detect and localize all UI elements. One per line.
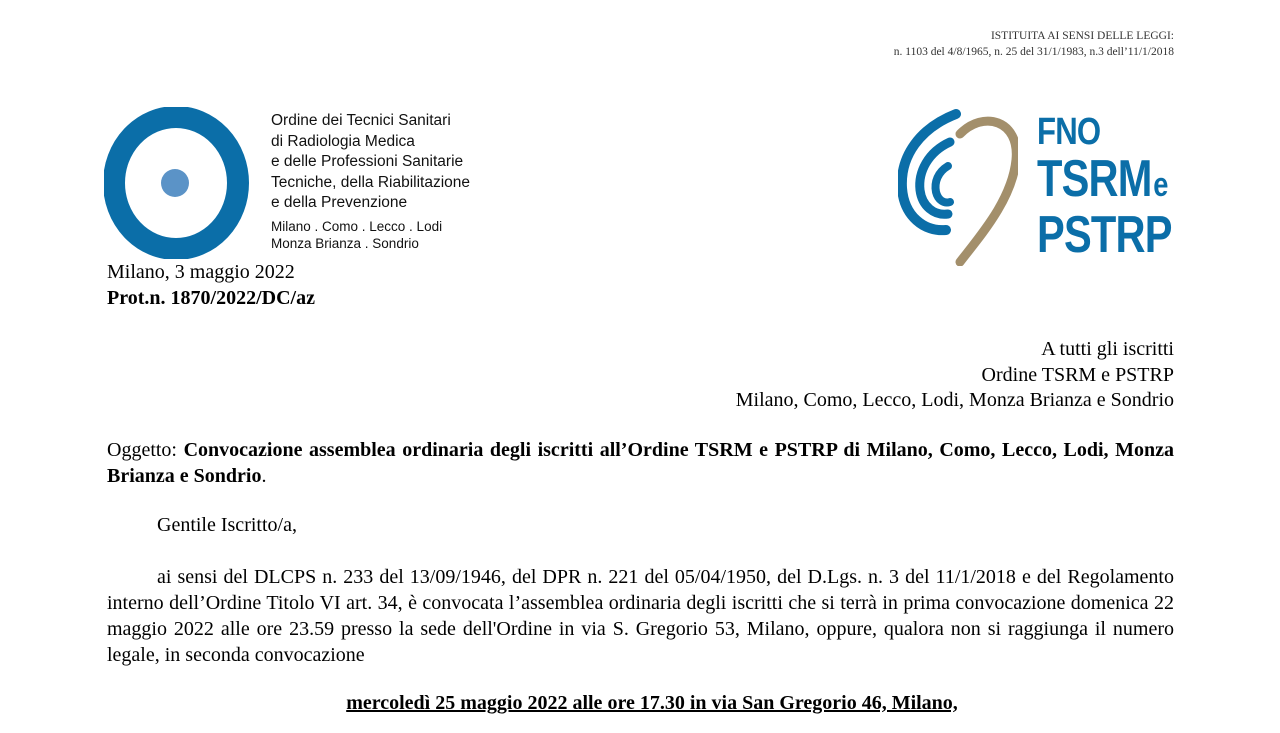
recipient-line: Ordine TSRM e PSTRP bbox=[981, 363, 1174, 386]
subject-line bbox=[107, 437, 1174, 489]
subject-label: Oggetto: bbox=[107, 439, 184, 461]
greeting: Gentile Iscritto/a, bbox=[157, 514, 297, 536]
protocol-number: Prot.n. 1870/2022/DC/az bbox=[107, 287, 315, 309]
ordine-name-line: Ordine dei Tecnici Sanitari bbox=[271, 112, 451, 129]
tsrm-line bbox=[1037, 150, 1172, 210]
ordine-name-line: Tecniche, della Riabilitazione bbox=[271, 173, 471, 191]
legal-line-1: ISTITUITA AI SENSI DELLE LEGGI: bbox=[990, 30, 1174, 42]
fno-line: FNO bbox=[1037, 111, 1101, 153]
ordine-name-line: e della Prevenzione bbox=[271, 194, 408, 211]
subject-end: . bbox=[261, 465, 267, 487]
fno-wordmark bbox=[1037, 110, 1205, 264]
fno-heart-logo bbox=[898, 108, 1018, 266]
ordine-cities-line: Milano . Como . Lecco . Lodi bbox=[271, 218, 443, 234]
recipient-line: Milano, Como, Lecco, Lodi, Monza Brianza e Sondrio bbox=[735, 389, 1174, 411]
recipient-block bbox=[736, 337, 1174, 414]
legal-header bbox=[894, 28, 1174, 60]
ordine-name-block bbox=[271, 111, 470, 252]
pstrp-line: PSTRP bbox=[1037, 206, 1172, 264]
subject-text: Convocazione assemblea ordinaria degli iscritti all’Ordine TSRM e PSTRP di Milano, Como, Lecco, Lodi, Monza Brianza e Sondrio bbox=[107, 439, 1174, 487]
tsrm-e-text: e bbox=[1153, 166, 1168, 204]
ordine-name-line: e delle Professioni Sanitarie bbox=[271, 153, 464, 170]
legal-line-2: n. 1103 del 4/8/1965, n. 25 del 31/1/1983, n.3 dell’11/1/2018 bbox=[893, 46, 1174, 58]
tsrm-text: TSRM bbox=[1037, 150, 1152, 208]
ordine-cities-line: Monza Brianza . Sondrio bbox=[271, 235, 419, 251]
ordine-logo bbox=[104, 107, 249, 259]
letter-date: Milano, 3 maggio 2022 bbox=[107, 261, 295, 283]
second-call-date: mercoledì 25 maggio 2022 alle ore 17.30 in via San Gregorio 46, Milano, bbox=[346, 692, 958, 714]
body-paragraph: ai sensi del DLCPS n. 233 del 13/09/1946, del DPR n. 221 del 05/04/1950, del D.Lgs. n. 3 del 11/1/2018 e del Regolamento interno dell’Ordine Titolo VI art. 34, è convocata l’assemblea ordinaria degli iscritti che si terrà in prima convocazione domenica 22 maggio 2022 alle ore 23.59 presso la sede dell'Ordine in via S. Gregorio 53, Milano, oppure, qualora non si raggiunga il numero legale, in seconda convocazione bbox=[107, 566, 1174, 666]
ordine-name-line: di Radiologia Medica bbox=[271, 132, 415, 150]
recipient-line: A tutti gli iscritti bbox=[1041, 338, 1174, 360]
